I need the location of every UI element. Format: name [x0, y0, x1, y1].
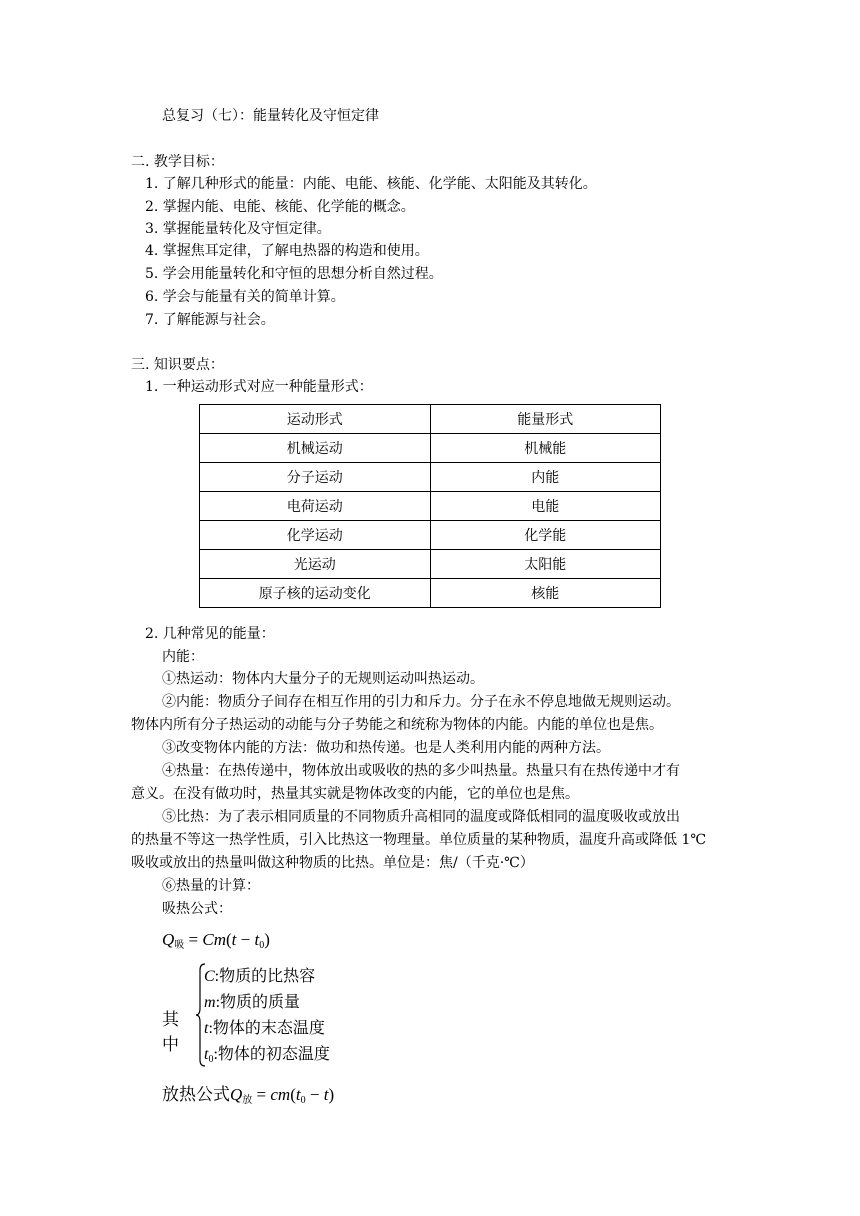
table-cell: 内能 [430, 463, 661, 492]
definition-item [204, 964, 330, 990]
table-cell: 电能 [430, 492, 661, 521]
formula-operator: = [184, 930, 203, 949]
table-cell: 核能 [430, 579, 661, 608]
paragraph-thermal-motion: ①热运动：物体内大量分子的无规则运动叫热运动。 [162, 671, 484, 687]
formula-operator: − [305, 1085, 324, 1104]
table-row [200, 492, 661, 521]
goal-item-1: 1. 了解几种形式的能量：内能、电能、核能、化学能、太阳能及其转化。 [145, 176, 597, 192]
formula-symbol: t [295, 1085, 301, 1104]
formula-operator: = [252, 1085, 271, 1104]
goal-item-2: 2. 掌握内能、电能、核能、化学能的概念。 [145, 199, 415, 215]
paragraph-heat-calculation: ⑥热量的计算： [162, 878, 260, 894]
formula-subscript: 吸 [174, 940, 185, 951]
goal-item-4: 4. 掌握焦耳定律，了解电热器的构造和使用。 [145, 243, 429, 259]
definition-text: :物质的比热容 [214, 968, 316, 985]
release-formula [162, 1083, 334, 1113]
table-row [200, 434, 661, 463]
formula-symbol: t [231, 930, 237, 949]
section-heading-goals: 二. 教学目标： [131, 154, 224, 170]
formula-subscript: 放 [242, 1095, 253, 1106]
definition-text: :物体的初态温度 [213, 1046, 330, 1063]
paragraph-specific-heat-cont1: 的热量不等这一热学性质，引入比热这一物理量。单位质量的某种物质，温度升高或降低 1℃ [131, 832, 707, 848]
table-cell: 分子运动 [200, 463, 431, 492]
knowledge-point-2: 2. 几种常见的能量： [145, 626, 275, 642]
document-title: 总复习（七）：能量转化及守恒定律 [162, 108, 379, 124]
definition-symbol: t [204, 1046, 209, 1063]
definition-symbol: m [204, 994, 216, 1011]
absorb-formula-label: 吸热公式： [162, 901, 232, 917]
release-formula-label: 放热公式 [162, 1085, 230, 1104]
internal-energy-label: 内能： [162, 649, 204, 665]
definition-item [204, 990, 330, 1016]
table-header-cell: 能量形式 [430, 405, 661, 434]
formula-operator: ) [264, 930, 270, 949]
formula-subscript: 0 [300, 1095, 306, 1106]
table-row [200, 463, 661, 492]
table-row [200, 550, 661, 579]
energy-forms-table [199, 404, 661, 608]
table-header-row [200, 405, 661, 434]
table-row [200, 521, 661, 550]
table-cell: 原子核的运动变化 [200, 579, 431, 608]
formula-symbol: Q [162, 930, 175, 949]
paragraph-internal-energy-cont: 物体内所有分子热运动的动能与分子势能之和统称为物体的内能。内能的单位也是焦。 [131, 717, 663, 733]
section-heading-knowledge: 三. 知识要点： [131, 357, 224, 373]
definition-symbol: t [204, 1020, 209, 1037]
definition-item [204, 1042, 330, 1068]
goal-item-6: 6. 学会与能量有关的简单计算。 [145, 289, 345, 305]
table-row [200, 579, 661, 608]
paragraph-heat-cont: 意义。在没有做功时，热量其实就是物体改变的内能，它的单位也是焦。 [131, 786, 579, 802]
knowledge-point-1: 1. 一种运动形式对应一种能量形式： [145, 379, 373, 395]
paragraph-change-methods: ③改变物体内能的方法：做功和热传递。也是人类利用内能的两种方法。 [162, 740, 610, 756]
formula-symbol: t [323, 1085, 329, 1104]
absorb-formula [162, 928, 270, 958]
goal-item-3: 3. 掌握能量转化及守恒定律。 [145, 221, 331, 237]
table-cell: 化学能 [430, 521, 661, 550]
formula-symbol: t [254, 930, 260, 949]
definition-text: :物质的质量 [215, 994, 301, 1011]
formula-operator: ) [328, 1085, 335, 1104]
table-cell: 化学运动 [200, 521, 431, 550]
definition-list [204, 964, 330, 1068]
formula-operator: ( [290, 1085, 296, 1104]
formula-symbol: cm [270, 1085, 291, 1104]
definition-symbol: C [204, 968, 215, 985]
paragraph-specific-heat-cont2: 吸收或放出的热量叫做这种物质的比热。单位是：焦/（千克·℃） [131, 855, 534, 871]
formula-symbol: Cm [202, 930, 226, 949]
formula-operator: ( [226, 930, 232, 949]
formula-symbol: Q [230, 1085, 243, 1104]
definition-subscript: 0 [208, 1054, 214, 1065]
paragraph-specific-heat: ⑤比热：为了表示相同质量的不同物质升高相同的温度或降低相同的温度吸收或放出 [162, 809, 680, 825]
formula-operator: − [236, 930, 255, 949]
table-header-cell: 运动形式 [200, 405, 431, 434]
where-label: 其中 [162, 1010, 179, 1055]
table-cell: 太阳能 [430, 550, 661, 579]
table-cell: 电荷运动 [200, 492, 431, 521]
formula-subscript: 0 [259, 940, 265, 951]
table-cell: 机械运动 [200, 434, 431, 463]
goal-item-5: 5. 学会用能量转化和守恒的思想分析自然过程。 [145, 266, 443, 282]
definition-text: :物体的末态温度 [208, 1020, 325, 1037]
goal-item-7: 7. 了解能源与社会。 [145, 312, 275, 328]
paragraph-heat: ④热量：在热传递中，物体放出或吸收的热的多少叫热量。热量只有在热传递中才有 [162, 763, 680, 779]
definition-item [204, 1016, 330, 1042]
table-cell: 光运动 [200, 550, 431, 579]
paragraph-internal-energy: ②内能：物质分子间存在相互作用的引力和斥力。分子在永不停息地做无规则运动。 [162, 694, 680, 710]
table-cell: 机械能 [430, 434, 661, 463]
